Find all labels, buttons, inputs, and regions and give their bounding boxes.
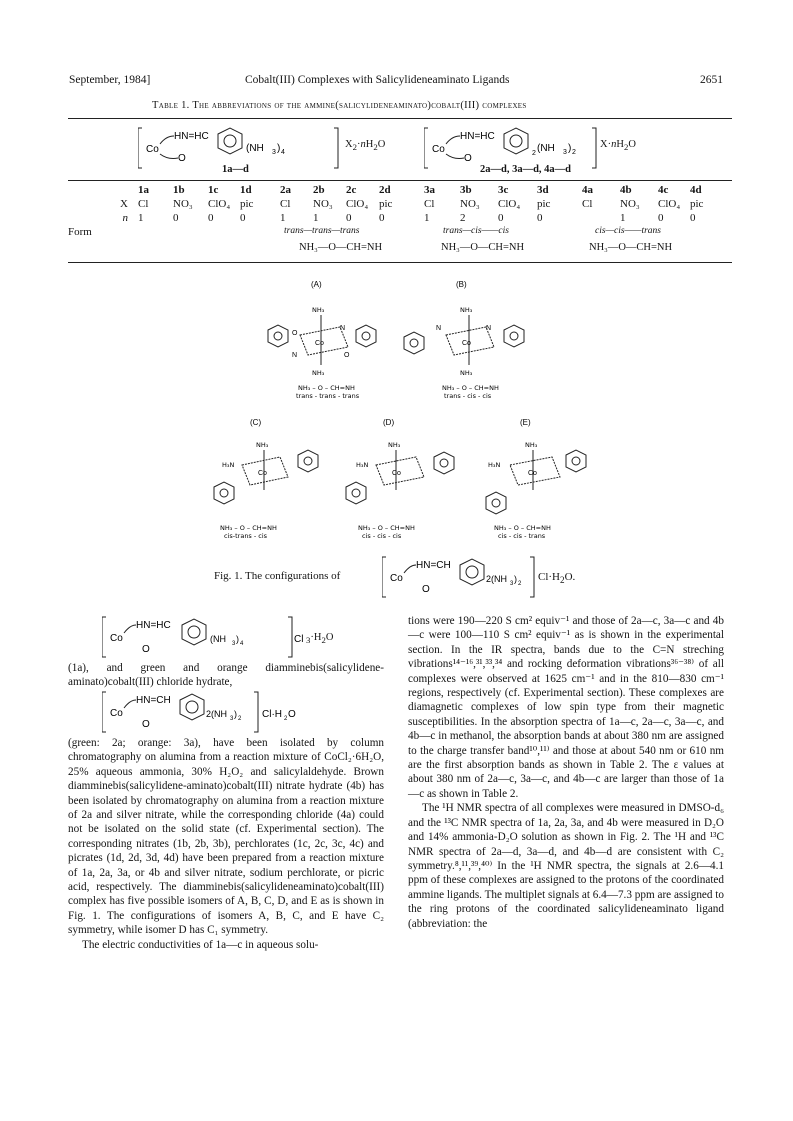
table-cell-header-8: 3a	[424, 184, 435, 196]
form-2-config: trans—trans—trans	[284, 226, 360, 236]
svg-text:Co: Co	[315, 340, 324, 347]
svg-text:Co: Co	[146, 144, 159, 155]
table-cell-x-10: ClO₄	[498, 198, 521, 210]
svg-text:NH₃: NH₃	[460, 369, 473, 377]
table-cell-header-10: 3c	[498, 184, 509, 196]
svg-text:4: 4	[281, 149, 285, 156]
formula-2-label: 2a—d, 3a—d, 4a—d	[480, 164, 572, 175]
svg-text:Co: Co	[110, 633, 123, 644]
svg-text:H₃N: H₃N	[222, 461, 235, 469]
table-cell-x-12: Cl	[582, 198, 593, 210]
table-cell-header-2: 1c	[208, 184, 219, 196]
svg-text:4: 4	[240, 641, 244, 647]
table-cell-x-15: pic	[690, 198, 704, 210]
table-cell-x-3: pic	[240, 198, 254, 210]
table-cell-x-2: ClO₄	[208, 198, 231, 210]
svg-text:(NH: (NH	[246, 143, 264, 154]
svg-text:3: 3	[232, 641, 236, 647]
svg-text:N: N	[292, 352, 298, 359]
svg-text:O: O	[142, 644, 150, 655]
svg-text:NH₃: NH₃	[460, 306, 473, 314]
svg-text:3: 3	[230, 716, 234, 722]
form-3-ligands: NH₃—O—CH=NH	[441, 242, 525, 253]
svg-text:NH₃: NH₃	[388, 441, 401, 449]
svg-text:trans - cis - cis: trans - cis - cis	[444, 392, 492, 400]
svg-text:Cl: Cl	[294, 634, 304, 645]
svg-text:Co: Co	[110, 708, 123, 719]
svg-text:): )	[277, 143, 281, 154]
svg-text:cis-trans - cis: cis-trans - cis	[224, 532, 268, 540]
row-label-x: X	[120, 198, 128, 210]
table-cell-n-8: 1	[424, 212, 430, 224]
right-column: tions were 190—220 S cm² equiv⁻¹ and those of 2a—c, 3a—c and 4b—c were 100—110 S cm² equiv⁻¹ as is shown in the experimental section. In the IR spectra, bands due to the C=N streching vibrations¹⁴⁻¹⁶,³¹,³³,³⁴ and rocking deformation vibrations³⁶⁻³⁸⁾ of all complexes were observed at 1625 cm⁻¹ and in the 810—830 cm⁻¹ regions, respectively (cf. Experimental section). These complexes are diamagnetic complexes of low spin type from their magnetic susceptibilities. In the absorption spectra of 1a—c, 2a—c, 3a—c, and 4b—c in methanol, the absorption bands at about 380 nm are assigned to the charge transfer band¹⁰,¹¹⁾ and those at about 540 nm or 610 nm are the first absorption bands as shown in Table 2. The ε values at about 380 nm of 2a—c, 3a—c, and 4b—c are larger than those of 1a—c as shown in Table 2. The ¹H NMR spectra of all complexes were measured in DMSO-d₆ and the ¹³C NMR spectra of 1a, 2a, 3a, and 4b were measured in D₂O and 14% ammonia-D₂O solution as shown in Fig. 2. The ¹H and ¹³C NMR spectra of 2a—d, 3a—d, and 4b—d are consistent with C₂ symmetry.⁸,¹¹,³⁹,⁴⁰⁾ In the ¹H NMR spectra, the signals at 2.6—4.1 ppm of these complexes are assigned to the protons of the coordinated ammine ligands. The multiplet signals at 6.4—7.3 ppm are assigned to the ring protons of the coordinated salicylideneaminato ligand (abbreviation: the	[408, 615, 724, 930]
svg-text:): )	[568, 143, 572, 154]
svg-text:NH₃ – O – CH=NH: NH₃ – O – CH=NH	[494, 524, 551, 532]
table-cell-n-2: 0	[208, 212, 214, 224]
svg-text:2: 2	[572, 149, 576, 156]
table-cell-n-10: 0	[498, 212, 504, 224]
left-column-para-1: (1a), and green and orange diamminebis(salicylidene-aminato)cobalt(III) chloride hydrate,	[68, 662, 384, 689]
svg-text:Co: Co	[392, 470, 401, 477]
svg-text:NH₃: NH₃	[256, 441, 269, 449]
running-header-title: Cobalt(III) Complexes with Salicylideneaminato Ligands	[245, 74, 510, 86]
table-cell-header-15: 4d	[690, 184, 702, 196]
form-2-ligands: NH₃—O—CH=NH	[299, 242, 383, 253]
svg-text:3: 3	[510, 581, 514, 587]
form-3-config: trans—cis——cis	[443, 226, 509, 236]
table-cell-header-3: 1d	[240, 184, 252, 196]
table-cell-header-0: 1a	[138, 184, 149, 196]
svg-text:HN=HC: HN=HC	[460, 131, 495, 142]
formula-2-counter-ion: $X\cdot nH_2O$	[600, 139, 636, 153]
svg-text:NH₃: NH₃	[525, 441, 538, 449]
running-header-left: September, 1984]	[69, 74, 151, 86]
formula-1-counter-ion: $X_2\cdot nH_2O$	[345, 139, 386, 153]
svg-text:O: O	[288, 709, 296, 720]
isomer-label-a: (A)	[311, 280, 322, 289]
svg-text:O: O	[142, 719, 150, 730]
svg-text:HN=CH: HN=CH	[416, 560, 451, 571]
table-cell-n-14: 0	[658, 212, 664, 224]
table-cell-header-14: 4c	[658, 184, 669, 196]
svg-text:2: 2	[238, 716, 242, 722]
svg-text:HN=HC: HN=HC	[174, 131, 209, 142]
svg-text:N: N	[340, 325, 346, 332]
table-cell-n-1: 0	[173, 212, 179, 224]
figure-caption: Fig. 1. The configurations of	[214, 570, 341, 582]
table-cell-n-13: 1	[620, 212, 626, 224]
form-4-config: cis—cis——trans	[595, 226, 661, 236]
svg-text:cis - cis - trans: cis - cis - trans	[498, 532, 546, 540]
svg-text:NH₃ – O – CH=NH: NH₃ – O – CH=NH	[442, 384, 499, 392]
svg-text:O: O	[464, 153, 472, 164]
table-cell-header-9: 3b	[460, 184, 472, 196]
table-cell-n-6: 0	[346, 212, 352, 224]
table-cell-n-9: 2	[460, 212, 466, 224]
table-cell-x-5: NO₃	[313, 198, 333, 210]
svg-text:3: 3	[563, 149, 567, 156]
svg-text:2(NH: 2(NH	[206, 709, 228, 719]
table-cell-x-6: ClO₄	[346, 198, 369, 210]
svg-text:O: O	[344, 352, 350, 359]
svg-text:NH₃: NH₃	[312, 306, 325, 314]
svg-text:(NH: (NH	[210, 634, 226, 644]
table-cell-x-4: Cl	[280, 198, 291, 210]
table-caption: Table 1. The abbreviations of the ammine(salicylideneaminato)cobalt(III) complexes	[152, 100, 527, 111]
svg-text:): )	[234, 709, 237, 719]
caption-formula-end: $Cl\cdot H_2O$.	[538, 571, 576, 586]
row-label-n: n	[122, 212, 128, 224]
table-cell-header-12: 4a	[582, 184, 593, 196]
table-cell-n-7: 0	[379, 212, 385, 224]
table-cell-x-1: NO₃	[173, 198, 193, 210]
svg-text:2: 2	[518, 581, 522, 587]
svg-text:2: 2	[532, 150, 536, 157]
svg-text:O: O	[178, 153, 186, 164]
form-4-ligands: NH₃—O—CH=NH	[589, 242, 673, 253]
table-cell-n-4: 1	[280, 212, 286, 224]
table-cell-x-11: pic	[537, 198, 551, 210]
table-cell-header-1: 1b	[173, 184, 185, 196]
table-cell-x-9: NO₃	[460, 198, 480, 210]
svg-text:Cl·H: Cl·H	[262, 709, 282, 720]
svg-text:HN=CH: HN=CH	[136, 695, 171, 706]
table-cell-n-0: 1	[138, 212, 144, 224]
svg-text:NH₃: NH₃	[312, 369, 325, 377]
svg-text:H₃N: H₃N	[356, 461, 369, 469]
table-cell-n-15: 0	[690, 212, 696, 224]
svg-text:O: O	[422, 584, 430, 595]
svg-text:N: N	[436, 325, 442, 332]
svg-text:Co: Co	[432, 144, 445, 155]
left-formula-2	[102, 690, 322, 734]
table-cell-n-3: 0	[240, 212, 246, 224]
table-cell-x-0: Cl	[138, 198, 149, 210]
isomer-label-d: (D)	[383, 418, 395, 427]
figure-1	[180, 275, 630, 595]
table-cell-header-13: 4b	[620, 184, 632, 196]
svg-text:Co: Co	[462, 340, 471, 347]
isomer-label-b: (B)	[456, 280, 467, 289]
left-formula-1-end: $_3\cdot H_2O$	[306, 632, 334, 646]
svg-text:O: O	[292, 330, 298, 337]
svg-text:): )	[514, 574, 517, 584]
svg-text:NH₃ – O – CH=NH: NH₃ – O – CH=NH	[298, 384, 355, 392]
svg-text:cis - cis - cis: cis - cis - cis	[362, 532, 402, 540]
table-cell-n-11: 0	[537, 212, 543, 224]
svg-text:2(NH: 2(NH	[486, 574, 508, 584]
page-number: 2651	[700, 74, 723, 86]
table-cell-x-7: pic	[379, 198, 393, 210]
table-cell-x-14: ClO₄	[658, 198, 681, 210]
formula-1-label: 1a—d	[222, 164, 249, 175]
svg-text:(NH: (NH	[537, 143, 555, 154]
svg-text:3: 3	[272, 149, 276, 156]
svg-text:Co: Co	[390, 573, 403, 584]
svg-text:Co: Co	[258, 470, 267, 477]
svg-text:N: N	[486, 325, 492, 332]
table-mid-rule	[68, 180, 732, 181]
svg-text:H₃N: H₃N	[488, 461, 501, 469]
table-cell-x-8: Cl	[424, 198, 435, 210]
svg-text:2: 2	[284, 716, 288, 722]
table-cell-n-5: 1	[313, 212, 319, 224]
left-formula-2-structure	[102, 690, 322, 734]
svg-text:NH₃ – O – CH=NH: NH₃ – O – CH=NH	[220, 524, 277, 532]
table-cell-header-5: 2b	[313, 184, 325, 196]
svg-text:NH₃ – O – CH=NH: NH₃ – O – CH=NH	[358, 524, 415, 532]
row-label-form: Form	[68, 226, 92, 238]
svg-text:trans - trans - trans: trans - trans - trans	[296, 392, 360, 400]
left-column-para-2: (green: 2a; orange: 3a), have been isolated by column chromatography on alumina from a reaction mixture of CoCl₂·6H₂O, 25% aqueous ammonia, 30% H₂O₂ and salicylaldehyde. Brown diamminebis(salicylidene-aminato)cobalt(III) nitrate hydrate (4b) has been isolated by chromatography on alumina from a reaction mixture of 2a and silver nitrate, while the corresponding chloride (4a) could not be isolated on the solid state (cf. Experimental section). The corresponding nitrates (1b, 2b, 3b), perchlorates (1c, 2c, 3c, 4c) and picrates (1d, 2d, 3d, 4d) have been prepared from a reaction mixture of 1a, 2a, 3a, or 4b and silver nitrate, sodium perchlorate, or picric acid, respectively. The diamminebis(salicylideneaminato)cobalt(III) complex has five possible isomers of A, B, C, D, and E as is shown in Fig. 1. The configurations of isomers A, B, C, and E have C₂ symmetry, while isomer D has C₁ symmetry. The electric conductivities of 1a—c in aqueous solu-	[68, 737, 384, 951]
svg-text:HN=HC: HN=HC	[136, 620, 171, 631]
table-cell-header-7: 2d	[379, 184, 391, 196]
table-cell-header-4: 2a	[280, 184, 291, 196]
svg-text:): )	[236, 634, 239, 644]
isomer-label-e: (E)	[520, 418, 531, 427]
table-bottom-rule	[68, 262, 732, 263]
table-cell-header-11: 3d	[537, 184, 549, 196]
table-cell-header-6: 2c	[346, 184, 357, 196]
figure-1-isomers	[180, 275, 630, 575]
isomer-label-c: (C)	[250, 418, 262, 427]
table-top-rule	[68, 118, 732, 119]
table-cell-x-13: NO₃	[620, 198, 640, 210]
svg-text:Co: Co	[528, 470, 537, 477]
